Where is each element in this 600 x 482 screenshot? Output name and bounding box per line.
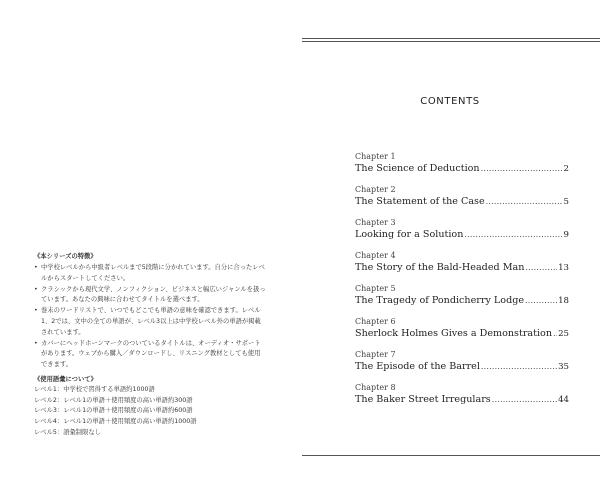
features-list (34, 263, 266, 370)
page-number: 5 (563, 197, 569, 207)
feature-item: • クラシックから現代文学、ノンフィクション、ビジネスと幅広いジャンルを扱っています。あなたの興味に合わせてタイトルを選べます。 (34, 285, 266, 304)
toc-entry[interactable] (355, 250, 569, 283)
chapter-title: Sherlock Holmes Gives a Demonstration (355, 328, 553, 339)
bullet-icon: • (34, 339, 38, 347)
leader-dots (464, 228, 562, 241)
toc-entry[interactable] (355, 382, 569, 415)
feature-item: • カバーにヘッドホーンマークのついているタイトルは、オーディオ・サポートがあります。ウェブから購入／ダウンロードし、リスニング教材としても使用できます。 (34, 339, 261, 368)
chapter-title: The Statement of the Case (355, 196, 485, 207)
table-of-contents (355, 151, 569, 415)
page-number: 18 (558, 296, 569, 306)
chapter-title: The Story of the Bald-Headed Man (355, 262, 525, 273)
leader-dots (525, 261, 557, 274)
leader-dots (553, 327, 557, 340)
feature-item: • 中学校レベルから中級者レベルまで5段階に分かれています。自分に合ったレベルからスタートしてください。 (34, 264, 265, 282)
vocab-heading: 《使用語彙について》 (34, 375, 97, 383)
leader-dots (486, 195, 563, 208)
chapter-number: Chapter 2 (355, 185, 396, 194)
level-item: レベル3：レベル1の単語＋使用頻度の高い単語約600語 (34, 407, 193, 415)
level-item: レベル5：語彙制限なし (34, 428, 101, 436)
page-number: 35 (558, 362, 569, 372)
bullet-icon: • (34, 264, 38, 272)
page-number: 9 (563, 230, 569, 240)
level-item: レベル2：レベル1の単語＋使用頻度の高い単語約300語 (34, 396, 193, 404)
chapter-number: Chapter 5 (355, 284, 396, 293)
leader-dots (481, 360, 557, 373)
bullet-icon: • (34, 285, 38, 293)
series-notes (34, 252, 266, 438)
contents-title: CONTENTS (420, 96, 480, 107)
level-item: レベル1：中学校で習得する単語約1000語 (34, 386, 155, 394)
leader-dots (492, 393, 557, 406)
chapter-number: Chapter 6 (355, 317, 396, 326)
toc-entry[interactable] (355, 349, 569, 382)
page-number: 25 (558, 329, 569, 339)
leader-dots (525, 294, 557, 307)
chapter-number: Chapter 1 (355, 152, 396, 161)
top-double-rule (302, 38, 600, 42)
toc-entry[interactable] (355, 217, 569, 250)
features-heading: 《本シリーズの特徴》 (34, 253, 97, 260)
level-list (34, 385, 266, 438)
chapter-title: The Baker Street Irregulars (355, 394, 491, 405)
page-number: 2 (563, 164, 569, 174)
toc-entry[interactable] (355, 151, 569, 184)
page-number: 44 (558, 395, 569, 405)
level-item: レベル4：レベル1の単語＋使用頻度の高い単語約1000語 (34, 417, 197, 425)
leader-dots (481, 162, 563, 175)
chapter-title: The Tragedy of Pondicherry Lodge (355, 295, 525, 306)
chapter-number: Chapter 4 (355, 251, 396, 260)
chapter-number: Chapter 3 (355, 218, 396, 227)
page-number: 13 (558, 263, 569, 273)
chapter-number: Chapter 7 (355, 350, 396, 359)
chapter-title: The Episode of the Barrel (355, 361, 480, 372)
toc-entry[interactable] (355, 184, 569, 217)
chapter-title: Looking for a Solution (355, 229, 464, 240)
bottom-rule (302, 455, 600, 456)
toc-entry[interactable] (355, 316, 569, 349)
feature-item: • 巻末のワードリストで、いつでもどこでも単語の意味を確認できます。レベル1、2では、文中の全ての単語が、レベル3以上は中学校レベル外の単語が掲載されています。 (34, 307, 261, 336)
chapter-title: The Science of Deduction (355, 163, 480, 174)
chapter-number: Chapter 8 (355, 383, 396, 392)
bullet-icon: • (34, 307, 38, 315)
toc-entry[interactable] (355, 283, 569, 316)
